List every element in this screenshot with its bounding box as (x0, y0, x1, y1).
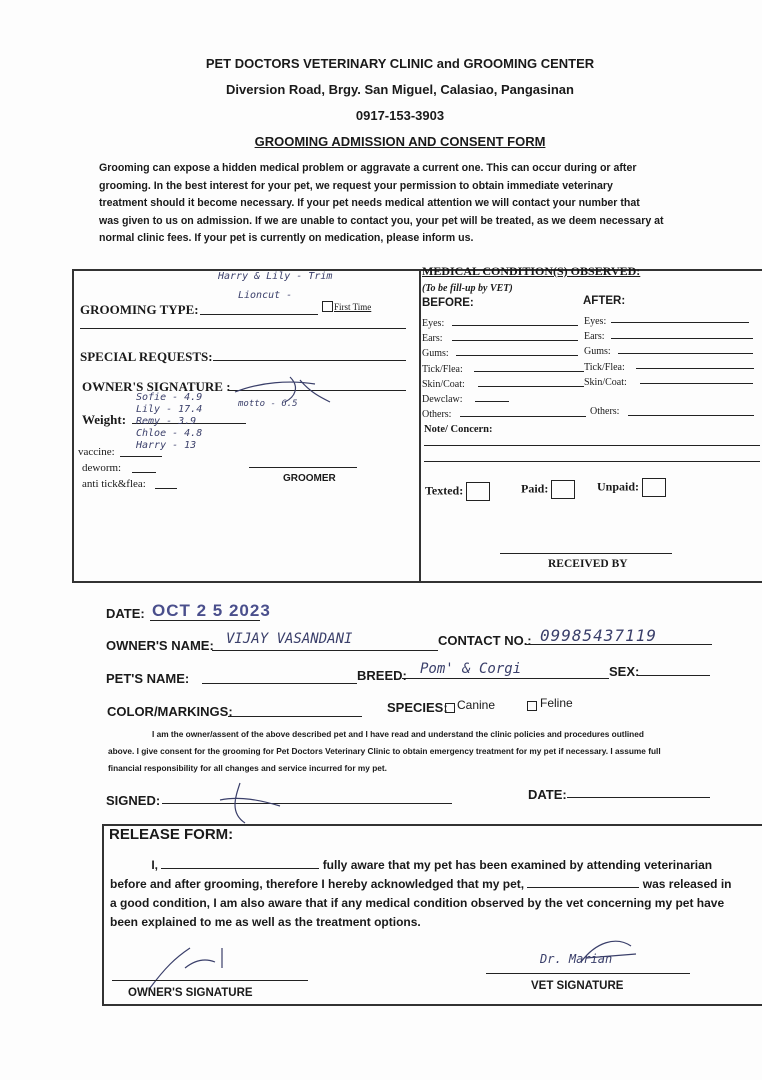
weight-list (136, 392, 202, 452)
date-stamp: OCT 2 5 2023 (152, 601, 271, 620)
pet-name-label: PET'S NAME: (106, 671, 190, 686)
others-before-field[interactable] (460, 416, 586, 417)
deworm-label: deworm: (82, 462, 122, 474)
owner-release-signature-field[interactable] (112, 980, 308, 981)
intro-line: grooming. In the best interest for your pet, we request your permission to obtain immediate veterinary (99, 179, 613, 192)
vet-signature-scribble (576, 934, 646, 966)
vaccine-label: vaccine: (78, 446, 115, 458)
sex-field[interactable] (638, 675, 710, 676)
consent-date-label: DATE: (528, 787, 567, 802)
grooming-type-handwriting-1: Harry & Lily - Trim (218, 271, 333, 282)
condition-row: Ears: (422, 333, 443, 345)
grooming-type-label: GROOMING TYPE: (80, 302, 199, 317)
received-by-label: RECEIVED BY (548, 558, 628, 570)
intro-line: normal clinic fees. If your pet is currently on medication, please inform us. (99, 232, 474, 244)
release-i: I, (151, 858, 158, 872)
release-paragraph (110, 856, 762, 932)
feline-checkbox[interactable] (527, 701, 537, 711)
anti-tick-label: anti tick&flea: (82, 478, 146, 490)
weight-entry: Harry - 13 (136, 440, 197, 451)
medical-title: MEDICAL CONDITION(S) OBSERVED: (422, 264, 641, 278)
skin-before-field[interactable] (478, 386, 584, 387)
weight-label: Weight: (82, 412, 127, 427)
unpaid-status (597, 478, 666, 497)
owner-release-signature-label: OWNER'S SIGNATURE (128, 987, 253, 999)
special-requests-field[interactable] (213, 360, 406, 361)
weight-entry: Remy - 3.9 (136, 416, 197, 427)
vet-signature-field[interactable] (486, 973, 690, 974)
weight-entry: Chloe - 4.8 (136, 428, 203, 439)
consent-line: above. I give consent for the grooming for Pet Doctors Veterinary Clinic to obtain emergency treatment for my pet if necessary. I assume full (108, 746, 661, 756)
ears-before-field[interactable] (452, 340, 578, 341)
intro-line: Grooming can expose a hidden medical problem or aggravate a current one. This can occur during or after (99, 162, 637, 174)
release-text: fully aware that my pet has been examined by attending veterinarian (322, 858, 713, 872)
condition-row: Tick/Flea: (584, 361, 625, 373)
skin-after-field[interactable] (640, 383, 753, 384)
grooming-type-line-2[interactable] (80, 328, 406, 329)
gums-before-field[interactable] (456, 355, 578, 356)
contact-field[interactable] (526, 644, 712, 645)
sex-label: SEX: (609, 664, 640, 679)
after-list (584, 314, 627, 390)
weight-entry: Sofie - 4.9 (136, 392, 203, 403)
condition-row: Gums: (422, 348, 449, 360)
before-list (422, 316, 465, 422)
unpaid-checkbox[interactable] (642, 478, 666, 497)
breed-label: BREED: (357, 668, 407, 683)
gums-after-field[interactable] (618, 353, 753, 354)
signed-scribble (200, 778, 290, 828)
texted-status (425, 482, 490, 501)
breed-value: Pom' & Corgi (420, 661, 522, 677)
eyes-after-field[interactable] (611, 322, 749, 323)
special-requests-label: SPECIAL REQUESTS: (80, 349, 213, 364)
eyes-before-field[interactable] (452, 325, 578, 326)
contact-label: CONTACT NO.: (438, 633, 532, 648)
condition-row: Skin/Coat: (584, 376, 627, 388)
owner-name-field[interactable] (212, 650, 438, 651)
release-pet-field[interactable] (527, 875, 639, 888)
first-time-checkbox[interactable] (322, 301, 333, 312)
condition-row: Gums: (584, 346, 611, 358)
texted-label: Texted: (425, 483, 464, 498)
feline-label: Feline (540, 696, 573, 710)
groomer-signature-field[interactable] (249, 467, 357, 468)
intro-line: treatment should it become necessary. If your pet needs medical attention we will contact your number that (99, 197, 640, 209)
release-text: before and after grooming, therefore I hereby acknowledged that my pet, (110, 877, 525, 891)
release-title: RELEASE FORM: (109, 826, 234, 843)
paid-status (521, 480, 575, 499)
color-field[interactable] (228, 716, 362, 717)
species-label: SPECIES: (387, 700, 448, 715)
condition-row: Ears: (584, 331, 605, 343)
condition-row: Eyes: (422, 318, 445, 329)
color-label: COLOR/MARKINGS: (107, 704, 233, 719)
weight-extra: motto - 6.5 (238, 399, 298, 409)
owner-name-value: VIJAY VASANDANI (226, 631, 353, 647)
texted-checkbox[interactable] (466, 482, 490, 501)
condition-row: Tick/Flea: (422, 363, 463, 375)
release-line-1 (110, 856, 762, 875)
groomer-label: GROOMER (283, 473, 336, 484)
release-line-4: been explained to me as well as the treatment options. (110, 915, 421, 929)
vet-signature-label: VET SIGNATURE (531, 980, 624, 992)
before-label: BEFORE: (422, 297, 474, 309)
condition-row: Skin/Coat: (422, 378, 465, 390)
clinic-address: Diversion Road, Brgy. San Miguel, Calasiao, Pangasinan (226, 82, 574, 97)
signed-label: SIGNED: (106, 793, 161, 808)
paid-label: Paid: (521, 481, 549, 496)
others-after-field[interactable] (628, 415, 754, 416)
form-title: GROOMING ADMISSION AND CONSENT FORM (254, 134, 546, 149)
date-label: DATE: (106, 606, 145, 621)
dewclaw-field[interactable] (475, 401, 509, 402)
clinic-phone: 0917-153-3903 (355, 108, 445, 123)
condition-row: Dewclaw: (422, 394, 463, 406)
tick-before-field[interactable] (474, 371, 584, 372)
consent-date-field[interactable] (567, 797, 710, 798)
release-name-field[interactable] (161, 856, 319, 869)
consent-paragraph (108, 726, 720, 777)
canine-label: Canine (457, 698, 496, 712)
grooming-type-handwriting-2: Lioncut - (238, 290, 293, 301)
date-field[interactable] (150, 620, 260, 621)
owner-name-label: OWNER'S NAME: (106, 638, 214, 653)
intro-paragraph (99, 160, 719, 248)
deworm-field[interactable] (132, 472, 156, 473)
canine-checkbox[interactable] (445, 703, 455, 713)
received-by-field[interactable] (500, 553, 672, 554)
after-label: AFTER: (583, 295, 626, 307)
ears-after-field[interactable] (611, 338, 753, 339)
pet-name-field[interactable] (202, 683, 357, 684)
vaccine-field[interactable] (120, 456, 162, 457)
contact-value: 09985437119 (540, 626, 657, 645)
tick-after-field[interactable] (636, 368, 754, 369)
intro-line: was given to us on admission. If we are unable to contact you, your pet will be treated, as we deem necessary at (99, 214, 664, 227)
owner-signature-label: OWNER'S SIGNATURE : (82, 379, 231, 394)
release-line-3: a good condition, I am also aware that if any medical condition observed by the vet concerning my pet have (110, 896, 725, 910)
first-time-label: First Time (334, 302, 372, 312)
grooming-type-field[interactable] (200, 314, 318, 315)
paid-checkbox[interactable] (551, 480, 575, 499)
note-line-2[interactable] (424, 461, 760, 462)
release-text: was released in (642, 877, 732, 891)
clinic-name: PET DOCTORS VETERINARY CLINIC and GROOMING CENTER (205, 56, 595, 71)
others-after-label: Others: (590, 406, 620, 417)
consent-line: financial responsibility for all changes and service incurred for my pet. (108, 763, 387, 773)
unpaid-label: Unpaid: (597, 479, 640, 494)
note-line-1[interactable] (424, 445, 760, 446)
condition-row: Eyes: (584, 316, 607, 327)
weight-entry: Lily - 17.4 (136, 404, 203, 415)
table-divider (419, 269, 421, 581)
vet-handwriting: Dr. Marian (540, 952, 613, 966)
condition-row: Others: (422, 409, 452, 421)
consent-line: I am the owner/assent of the above described pet and I have read and understand the clinic policies and procedures outlined (152, 729, 644, 739)
medical-subtitle: (To be fill-up by VET) (422, 283, 513, 294)
breed-field[interactable] (402, 678, 609, 679)
note-label: Note/ Concern: (424, 424, 493, 435)
anti-tick-field[interactable] (155, 488, 177, 489)
release-line-2 (110, 875, 762, 894)
